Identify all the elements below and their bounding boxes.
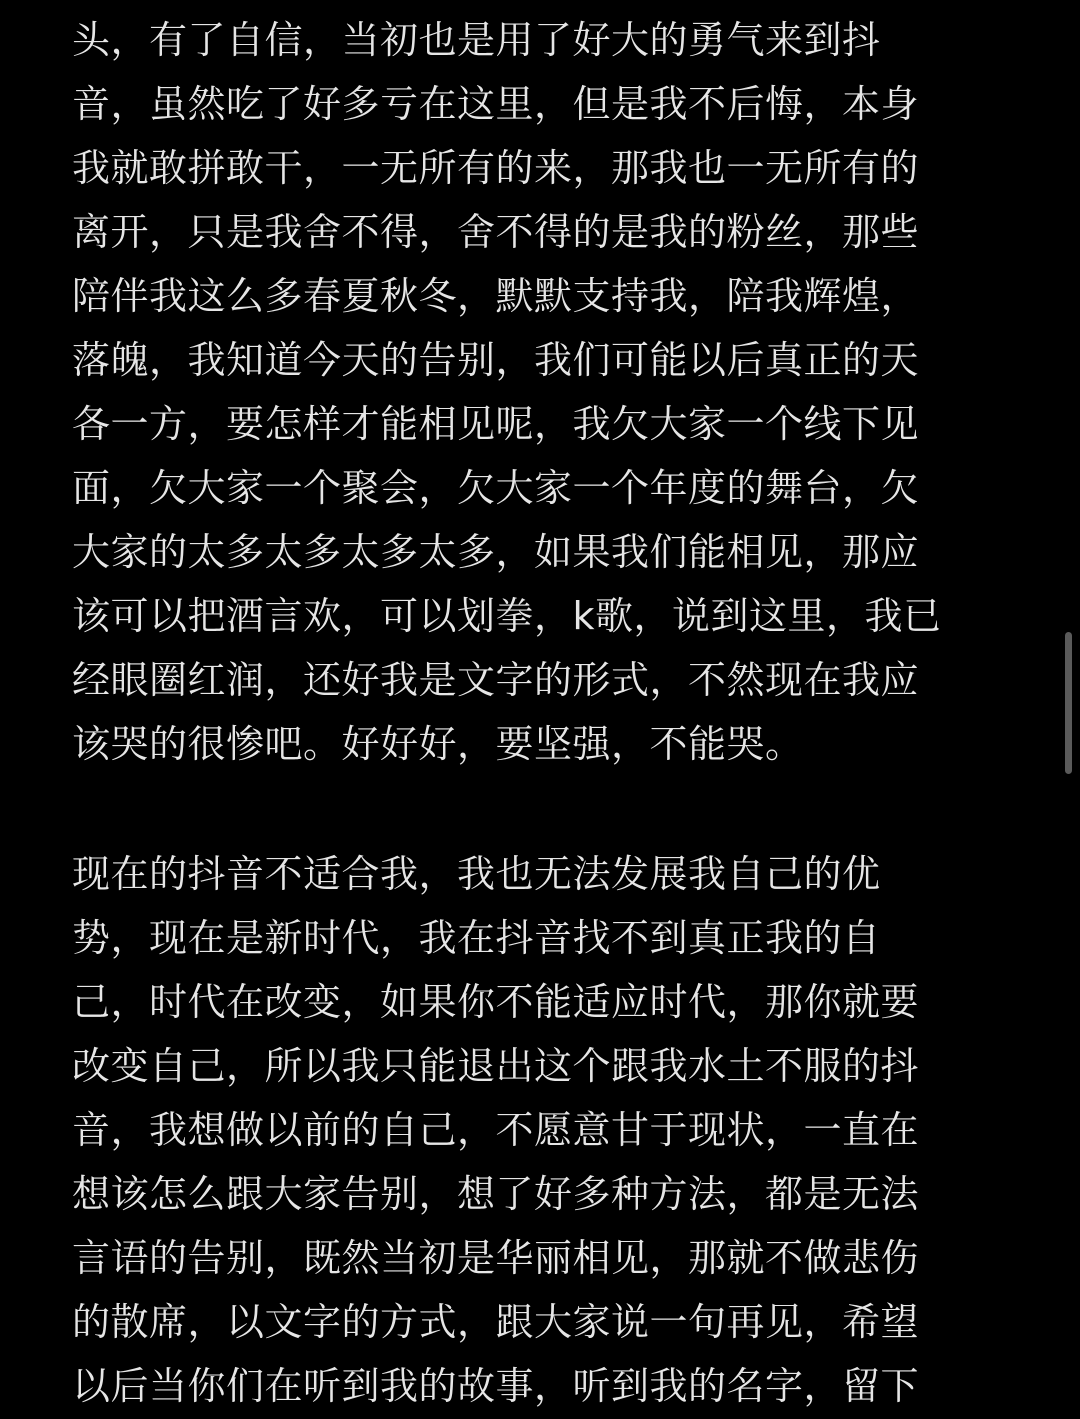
text-line: 我就敢拼敢干，一无所有的来，那我也一无所有的 bbox=[72, 146, 920, 190]
text-line: 各一方，要怎样才能相见呢，我欠大家一个线下见 bbox=[72, 402, 920, 446]
text-line: 改变自己，所以我只能退出这个跟我水土不服的抖 bbox=[72, 1044, 920, 1088]
text-line: 落魄，我知道今天的告别，我们可能以后真正的天 bbox=[72, 338, 920, 382]
text-line: 言语的告别，既然当初是华丽相见，那就不做悲伤 bbox=[72, 1236, 920, 1280]
text-line: 离开，只是我舍不得，舍不得的是我的粉丝，那些 bbox=[72, 210, 920, 254]
text-line: 陪伴我这么多春夏秋冬，默默支持我，陪我辉煌， bbox=[72, 274, 920, 318]
text-line: 音，我想做以前的自己，不愿意甘于现状，一直在 bbox=[72, 1108, 920, 1152]
text-line: 势，现在是新时代，我在抖音找不到真正我的自 bbox=[72, 916, 881, 960]
text-line: 的散席，以文字的方式，跟大家说一句再见，希望 bbox=[72, 1300, 920, 1344]
text-line: 以后当你们在听到我的故事，听到我的名字，留下 bbox=[72, 1364, 920, 1408]
text-line: 该可以把酒言欢，可以划拳，k歌，说到这里，我已 bbox=[72, 594, 942, 638]
text-line: 现在的抖音不适合我，我也无法发展我自己的优 bbox=[72, 852, 881, 896]
text-line: 头，有了自信，当初也是用了好大的勇气来到抖 bbox=[72, 18, 881, 62]
note-body bbox=[72, 8, 1032, 1418]
text-line: 己，时代在改变，如果你不能适应时代，那你就要 bbox=[72, 980, 920, 1024]
text-line: 面，欠大家一个聚会，欠大家一个年度的舞台，欠 bbox=[72, 466, 920, 510]
scrollbar-thumb[interactable] bbox=[1065, 632, 1072, 774]
text-line: 音，虽然吃了好多亏在这里，但是我不后悔，本身 bbox=[72, 82, 920, 126]
text-line: 大家的太多太多太多太多，如果我们能相见，那应 bbox=[72, 530, 920, 574]
paragraph-1 bbox=[72, 8, 1032, 776]
text-line: 该哭的很惨吧。好好好，要坚强，不能哭。 bbox=[72, 722, 804, 766]
paragraph-2 bbox=[72, 842, 1032, 1418]
paragraph-gap bbox=[72, 776, 1032, 842]
text-line: 想该怎么跟大家告别，想了好多种方法，都是无法 bbox=[72, 1172, 920, 1216]
text-line: 经眼圈红润，还好我是文字的形式，不然现在我应 bbox=[72, 658, 920, 702]
